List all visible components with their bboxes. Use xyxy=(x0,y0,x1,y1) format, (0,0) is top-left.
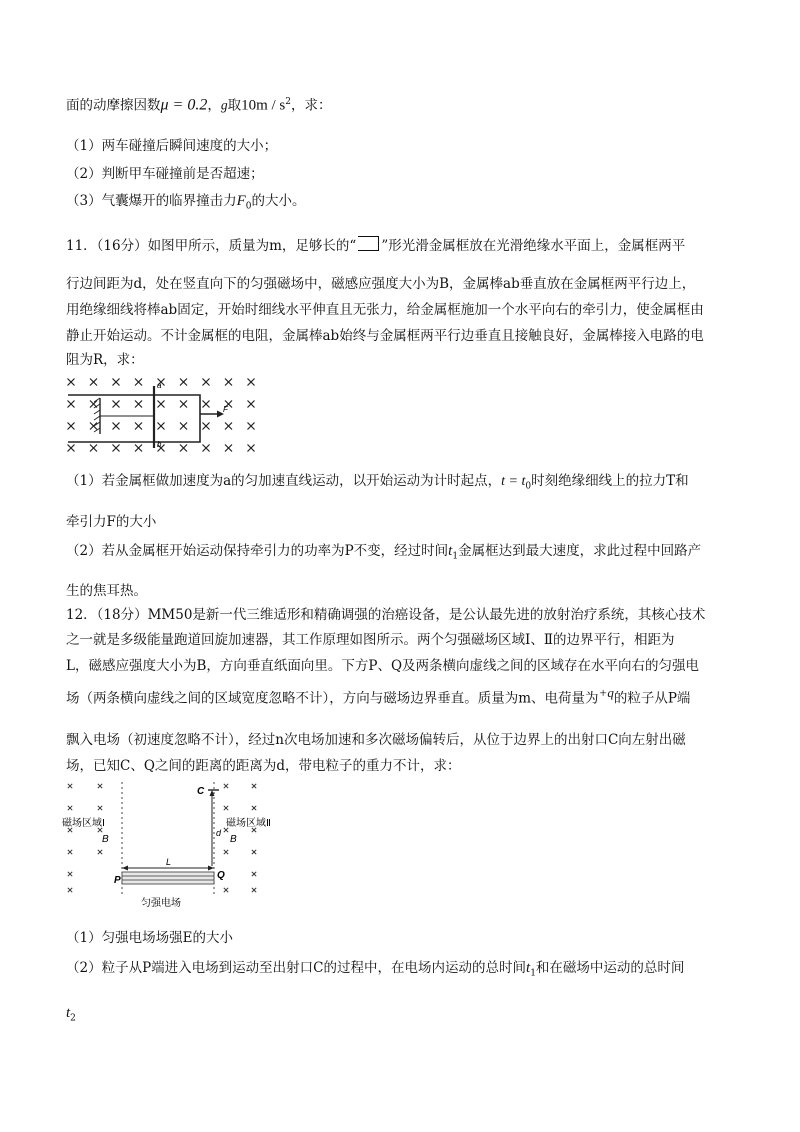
p11-q1-sub: 0 xyxy=(525,481,532,492)
p12-line4 xyxy=(66,684,690,708)
electric-field-region xyxy=(122,872,214,884)
p12-q2-t1: t xyxy=(526,960,531,976)
p11-q2-a: （2）若从金属框开始运动保持牵引力的功率为P不变，经过时间 xyxy=(66,543,449,559)
p12-l4-a: 场（两条横向虚线之间的区域宽度忽略不计），方向与磁场边界垂直。质量为m、电荷量为 xyxy=(66,690,599,707)
p11-q2-t: t xyxy=(448,543,453,559)
p10-g-exp: 2 xyxy=(285,97,291,107)
p10-intro-line xyxy=(66,93,332,115)
p11-q1-t: t = t xyxy=(501,474,526,489)
p11-q2-sub: 1 xyxy=(452,551,459,562)
p11-l1-b: ”形光滑金属框放在光滑绝缘水平面上，金属框两平 xyxy=(381,238,686,254)
p11-line2: 行边间距为d，处在竖直向下的匀强磁场中，磁感应强度大小为B，金属棒ab垂直放在金属框两平行边上， xyxy=(66,276,696,292)
label-L: L xyxy=(166,857,172,867)
p10-intro-c: ，求： xyxy=(291,97,332,114)
p12-q2-sub: 1 xyxy=(530,968,536,979)
p12-line1: 12．（18分）MM50是新一代三维适形和精确调强的治癌设备，是公认最先进的放射治疗系统，其核心技术 xyxy=(66,607,706,623)
p10-g-val: 10m / s xyxy=(241,97,286,114)
p12-line3: L，磁感应强度大小为B，方向垂直纸面向里。下方P、Q及两条横向虚线之间的区域存在水平向右的匀强电 xyxy=(66,658,700,674)
dim-L-arrow-left xyxy=(122,866,128,871)
p12-line5: 飘入电场（初速度忽略不计），经过n次电场加速和多次磁场偏转后，从位于边界上的出射口C向左射出磁 xyxy=(66,732,686,748)
p10-q3-F: F xyxy=(236,193,246,209)
p12-line6: 场，已知C、Q之间的距离的距离为d，带电粒子的重力不计，求： xyxy=(66,758,461,774)
p12-t2-sub: 2 xyxy=(70,1013,76,1024)
p11-line3: 用绝缘细线将棒ab固定，开始时细线水平伸直且无张力，给金属框施加一个水平向右的牵引力，使金属框由 xyxy=(66,302,704,318)
p11-q1-cont: 牵引力F的大小 xyxy=(66,514,157,530)
label-electric-field: 匀强电场 xyxy=(141,898,181,909)
p10-q3-b: 的大小。 xyxy=(251,193,306,209)
label-C: C xyxy=(197,786,205,797)
p10-q1: （1）两车碰撞后瞬间速度的大小； xyxy=(66,138,278,154)
p11-l1: 11．（16分）如图甲所示，质量为m，足够长的“ xyxy=(66,238,357,254)
p10-g-take: 取 xyxy=(227,97,242,114)
label-Q: Q xyxy=(217,870,225,881)
p10-q2: （2）判断甲车碰撞前是否超速； xyxy=(66,166,264,182)
metal-frame xyxy=(68,395,200,442)
p11-q1-a: （1）若金属框做加速度为a的匀加速直线运动，以开始运动为计时起点， xyxy=(66,473,502,489)
label-region-1: 磁场区域Ⅰ xyxy=(62,818,105,829)
p11-q2 xyxy=(66,542,701,566)
p11-q1 xyxy=(66,472,689,496)
p10-mu: μ = 0.2 xyxy=(160,96,208,114)
p12-line2: 之一就是多级能量跑道回旋加速器，其工作原理如图所示。两个匀强磁场区域Ⅰ、Ⅱ的边界平行，相距为 xyxy=(66,632,675,648)
p11-line5: 阻为R，求： xyxy=(66,352,144,368)
p10-q3-sub: 0 xyxy=(245,201,252,212)
label-P: P xyxy=(114,875,121,886)
p12-l4-q: +q xyxy=(598,685,614,700)
label-d: d xyxy=(216,828,222,838)
label-F: F xyxy=(223,405,228,414)
p11-q2-b: 金属框达到最大速度，求此过程中回路产 xyxy=(458,543,702,559)
p11-figure xyxy=(62,374,274,454)
p10-q3 xyxy=(66,192,306,216)
frame-shape-icon xyxy=(358,236,379,251)
p12-q2 xyxy=(66,959,684,983)
label-a: a xyxy=(157,381,162,390)
label-b: b xyxy=(157,440,162,449)
label-B2: B xyxy=(230,834,237,845)
p11-line4: 静止开始运动。不计金属框的电阻，金属棒ab始终与金属框两平行边垂直且接触良好，金属棒接入电路的电 xyxy=(66,328,704,344)
p10-q3-a: （3）气囊爆开的临界撞击力 xyxy=(66,193,237,209)
p12-l4-b: 的粒子从P端 xyxy=(613,690,691,707)
label-region-2: 磁场区域Ⅱ xyxy=(226,818,271,829)
p12-figure xyxy=(62,778,292,916)
p12-q2-a: （2）粒子从P端进入电场到运动至出射口C的过程中，在电场内运动的总时间 xyxy=(66,960,527,976)
p12-q2-t2 xyxy=(66,1004,76,1028)
p12-t2: t xyxy=(66,1005,71,1021)
dim-L-arrow-right xyxy=(208,866,214,871)
p11-line1 xyxy=(66,236,685,255)
label-B1: B xyxy=(102,834,109,845)
p11-q1-b: 时刻绝缘细线上的拉力T和 xyxy=(531,473,689,489)
p10-intro-a: 面的动摩擦因数 xyxy=(66,97,161,114)
p11-q2-cont: 生的焦耳热。 xyxy=(66,583,147,599)
p12-q2-b: 和在磁场中运动的总时间 xyxy=(535,960,685,976)
p12-q1: （1）匀强电场场强E的大小 xyxy=(66,930,233,946)
p10-intro-b: ， xyxy=(207,97,221,114)
p10-g: g xyxy=(220,97,228,113)
